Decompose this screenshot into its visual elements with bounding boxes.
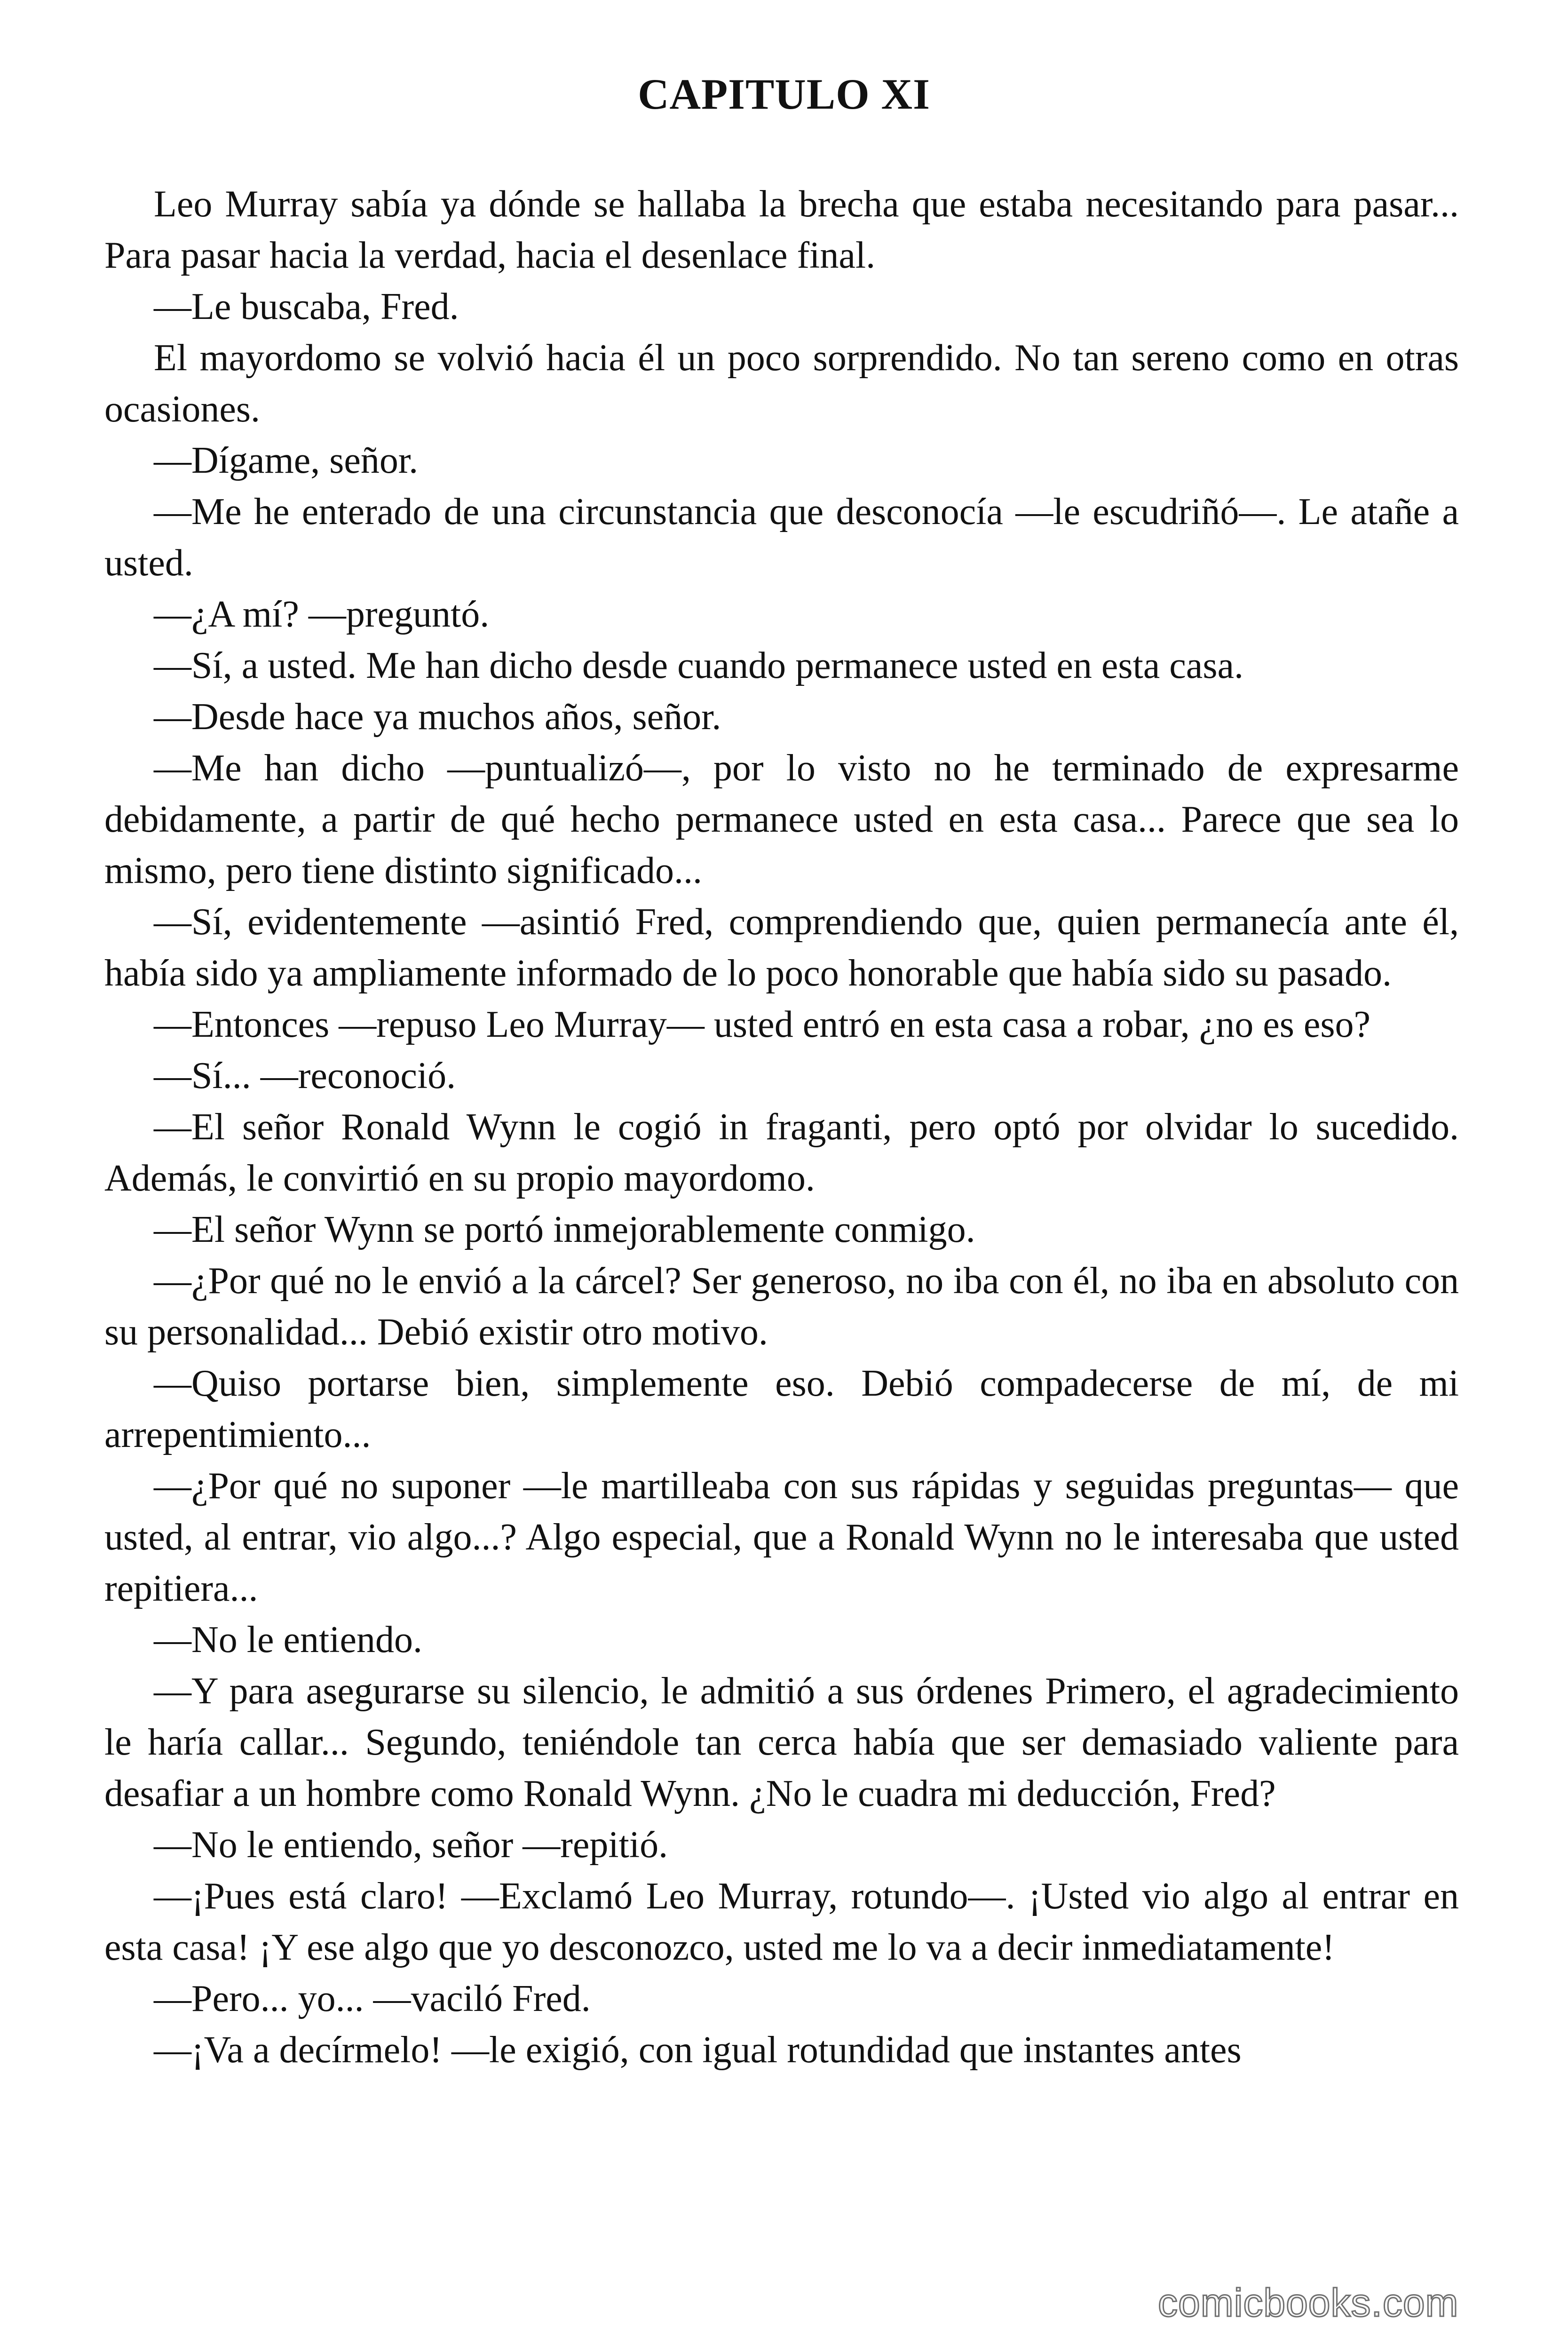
watermark: comicbooks.com	[1158, 2280, 1459, 2325]
paragraph: —No le entiendo.	[154, 1619, 422, 1661]
paragraph: —Me han dicho —puntualizó—, por lo visto no he terminado de expresarme debidamente, a partir de qué hecho permanece usted en esta casa... Parece que sea lo mismo, pero tiene distinto significado...	[104, 747, 1459, 891]
chapter-title: CAPITULO XI	[638, 70, 930, 118]
paragraph: —¡Pues está claro! —Exclamó Leo Murray, rotundo—. ¡Usted vio algo al entrar en esta casa! ¡Y ese algo que yo desconozco, usted me lo va a decir inmediatamente!	[104, 1875, 1459, 1968]
paragraph: —¿Por qué no le envió a la cárcel? Ser generoso, no iba con él, no iba en absoluto con su personalidad... Debió existir otro motivo.	[104, 1260, 1459, 1353]
paragraph: —¡Va a decírmelo! —le exigió, con igual rotundidad que instantes antes	[154, 2029, 1242, 2071]
paragraph: —¿Por qué no suponer —le martilleaba con sus rápidas y seguidas preguntas— que usted, al entrar, vio algo...? Algo especial, que a Ronald Wynn no le interesaba que usted repitiera...	[104, 1465, 1459, 1609]
paragraph: —¿A mí? —preguntó.	[154, 594, 490, 635]
paragraph: Leo Murray sabía ya dónde se hallaba la brecha que estaba necesitando para pasar... Para pasar hacia la verdad, hacia el desenlace final.	[104, 183, 1459, 276]
chapter-body	[104, 179, 1459, 2076]
paragraph: —No le entiendo, señor —repitió.	[154, 1824, 668, 1866]
paragraph: —Sí, evidentemente —asintió Fred, comprendiendo que, quien permanecía ante él, había sido ya ampliamente informado de lo poco honorable que había sido su pasado.	[104, 901, 1459, 994]
paragraph: —Sí, a usted. Me han dicho desde cuando permanece usted en esta casa.	[154, 645, 1243, 686]
paragraph: —Entonces —repuso Leo Murray— usted entró en esta casa a robar, ¿no es eso?	[154, 1004, 1370, 1045]
paragraph: —Desde hace ya muchos años, señor.	[154, 696, 721, 738]
paragraph: —Y para asegurarse su silencio, le admitió a sus órdenes Primero, el agradecimiento le haría callar... Segundo, teniéndole tan cerca había que ser demasiado valiente para desafiar a un hombre como Ronald Wynn. ¿No le cuadra mi deducción, Fred?	[104, 1670, 1459, 1814]
paragraph: —Sí... —reconoció.	[154, 1055, 456, 1097]
paragraph: —Quiso portarse bien, simplemente eso. Debió compadecerse de mí, de mi arrepentimiento...	[104, 1363, 1459, 1455]
paragraph: —El señor Ronald Wynn le cogió in fraganti, pero optó por olvidar lo sucedido. Además, le convirtió en su propio mayordomo.	[104, 1106, 1459, 1199]
paragraph: —Le buscaba, Fred.	[154, 286, 459, 327]
paragraph: —Me he enterado de una circunstancia que desconocía —le escudriñó—. Le atañe a usted.	[104, 491, 1459, 584]
paragraph: El mayordomo se volvió hacia él un poco sorprendido. No tan sereno como en otras ocasiones.	[104, 337, 1459, 430]
paragraph: —Pero... yo... —vaciló Fred.	[154, 1978, 591, 2019]
paragraph: —Dígame, señor.	[154, 440, 419, 481]
paragraph: —El señor Wynn se portó inmejorablemente conmigo.	[154, 1209, 975, 1250]
